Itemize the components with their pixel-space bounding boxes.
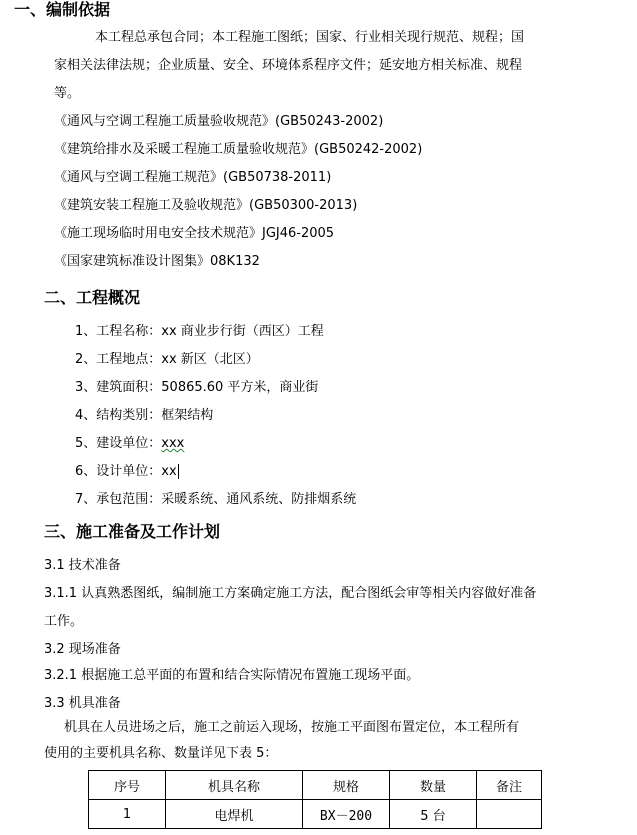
section-heading-prep: 三、施工准备及工作计划 xyxy=(44,522,221,541)
subsection-3-2-1: 3.2.1 根据施工总平面的布置和结合实际情况布置施工现场平面。 xyxy=(44,668,420,683)
table-header-row xyxy=(89,771,542,800)
builder-label: 5、建设单位： xyxy=(75,436,162,451)
subsection-3-1: 3.1 技术准备 xyxy=(44,558,121,573)
subsection-3-3-line-2: 使用的主要机具名称、数量详见下表 5： xyxy=(44,746,278,761)
equipment-table xyxy=(88,770,542,829)
overview-item-designer xyxy=(75,462,179,482)
table-cell: BX－200 xyxy=(303,800,390,829)
builder-value: xxx xyxy=(161,436,185,451)
text-cursor xyxy=(178,464,179,479)
subsection-3-3-line-1: 机具在人员进场之后，施工之前运入现场，按施工平面图布置定位，本工程所有 xyxy=(64,720,520,735)
basis-paragraph-line-1: 本工程总承包合同；本工程施工图纸；国家、行业相关现行规范、规程；国 xyxy=(95,30,525,45)
subsection-3-3: 3.3 机具准备 xyxy=(44,696,121,711)
subsection-3-2: 3.2 现场准备 xyxy=(44,642,121,657)
standard-item: 《国家建筑标准设计图集》08K132 xyxy=(54,254,260,269)
table-cell xyxy=(477,800,542,829)
header-cell: 备注 xyxy=(477,771,542,800)
basis-paragraph-line-3: 等。 xyxy=(54,86,81,101)
standard-item: 《通风与空调工程施工规范》(GB50738-2011) xyxy=(54,170,332,185)
overview-item: 3、建筑面积：50865.60 平方米，商业街 xyxy=(75,380,319,395)
overview-item: 4、结构类别：框架结构 xyxy=(75,408,214,423)
designer-value[interactable]: xx xyxy=(161,464,177,479)
overview-item: 7、承包范围：采暖系统、通风系统、防排烟系统 xyxy=(75,492,357,507)
header-cell: 规格 xyxy=(303,771,390,800)
table-cell: 5 台 xyxy=(390,800,477,829)
overview-item-builder xyxy=(75,434,184,454)
table-row xyxy=(89,800,542,829)
overview-item: 1、工程名称：xx 商业步行街（西区）工程 xyxy=(75,324,324,339)
standard-item: 《建筑给排水及采暖工程施工质量验收规范》(GB50242-2002) xyxy=(54,142,423,157)
section-heading-basis: 一、编制依据 xyxy=(14,0,111,19)
subsection-3-1-1-line-1: 3.1.1 认真熟悉图纸，编制施工方案确定施工方法，配合图纸会审等相关内容做好准备 xyxy=(44,586,537,601)
basis-paragraph-line-2: 家相关法律法规；企业质量、安全、环境体系程序文件；延安地方相关标准、规程 xyxy=(54,58,523,73)
table-cell: 1 xyxy=(89,800,166,829)
overview-item: 2、工程地点：xx 新区（北区） xyxy=(75,352,259,367)
table-cell: 电焊机 xyxy=(166,800,303,829)
subsection-3-1-1-line-2: 工作。 xyxy=(44,614,84,629)
header-cell: 机具名称 xyxy=(166,771,303,800)
designer-label: 6、设计单位： xyxy=(75,464,162,479)
standard-item: 《建筑安装工程施工及验收规范》(GB50300-2013) xyxy=(54,198,358,213)
header-cell: 序号 xyxy=(89,771,166,800)
standard-item: 《施工现场临时用电安全技术规范》JGJ46-2005 xyxy=(54,226,335,241)
header-cell: 数量 xyxy=(390,771,477,800)
standard-item: 《通风与空调工程施工质量验收规范》(GB50243-2002) xyxy=(54,114,384,129)
section-heading-overview: 二、工程概况 xyxy=(44,288,141,307)
